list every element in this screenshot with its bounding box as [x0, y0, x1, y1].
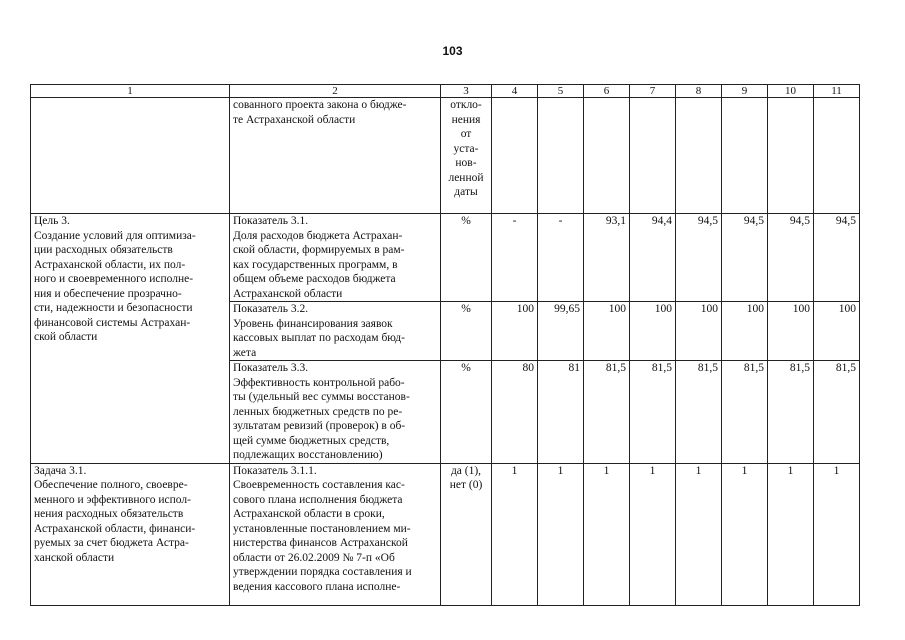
- value-cell: [676, 98, 722, 214]
- value-cell: [814, 98, 860, 214]
- value-cell: 1: [584, 463, 630, 605]
- goal-cell: [31, 98, 230, 214]
- value-cell: 94,5: [768, 214, 814, 302]
- indicator-cell: Показатель 3.2. Уровень финансирования заявок кассовых выплат по расходам бюд- жета: [230, 302, 441, 361]
- task-cell: Задача 3.1. Обеспечение полного, своевре- менного и эффективного испол- нения расходных обязательств Астраханской области, финанси- руемых за счет бюджета Астра- ханской области: [31, 463, 230, 605]
- indicator-cell: Показатель 3.3. Эффективность контрольной рабо- ты (удельный вес суммы восстанов- ленных бюджетных средств по ре- зультатам ревизий (проверок) в об- щей сумме бюджетных средств, подлежащих восстановлению): [230, 361, 441, 464]
- value-cell: 100: [492, 302, 538, 361]
- value-cell: [492, 98, 538, 214]
- unit-cell: %: [441, 361, 492, 464]
- unit-cell: да (1), нет (0): [441, 463, 492, 605]
- value-cell: 100: [676, 302, 722, 361]
- value-cell: 81,5: [768, 361, 814, 464]
- column-number: 1: [31, 85, 230, 98]
- value-cell: 81: [538, 361, 584, 464]
- column-number: 7: [630, 85, 676, 98]
- value-cell: 100: [814, 302, 860, 361]
- value-cell: 1: [768, 463, 814, 605]
- value-cell: 100: [584, 302, 630, 361]
- value-cell: 1: [538, 463, 584, 605]
- column-number: 2: [230, 85, 441, 98]
- value-cell: 94,5: [814, 214, 860, 302]
- value-cell: 94,4: [630, 214, 676, 302]
- column-number: 9: [722, 85, 768, 98]
- column-number: 10: [768, 85, 814, 98]
- value-cell: 80: [492, 361, 538, 464]
- table-row: [31, 463, 860, 605]
- indicator-cell: Показатель 3.1. Доля расходов бюджета Астрахан- ской области, формируемых в рам- ках государственных программ, в общем объеме расходов бюджета Астраханской области: [230, 214, 441, 302]
- value-cell: 94,5: [676, 214, 722, 302]
- value-cell: 100: [722, 302, 768, 361]
- value-cell: [768, 98, 814, 214]
- value-cell: 100: [630, 302, 676, 361]
- value-cell: 81,5: [630, 361, 676, 464]
- column-number: 11: [814, 85, 860, 98]
- value-cell: 1: [814, 463, 860, 605]
- column-number: 8: [676, 85, 722, 98]
- column-number: 4: [492, 85, 538, 98]
- value-cell: -: [538, 214, 584, 302]
- table-row: [31, 98, 860, 214]
- unit-cell: %: [441, 302, 492, 361]
- goal-cell: Цель 3. Создание условий для оптимиза- ции расходных обязательств Астраханской области, их пол- ного и своевременного исполне- ния и обеспечение прозрачно- сти, надежности и безопасности финансовой системы Астрахан- ской области: [31, 214, 230, 464]
- value-cell: 81,5: [722, 361, 768, 464]
- value-cell: 81,5: [814, 361, 860, 464]
- value-cell: [584, 98, 630, 214]
- indicators-table: [30, 84, 860, 606]
- value-cell: 81,5: [676, 361, 722, 464]
- indicator-cell: сованного проекта закона о бюдже- те Астраханской области: [230, 98, 441, 214]
- value-cell: 1: [492, 463, 538, 605]
- indicator-cell: Показатель 3.1.1. Своевременность составления кас- сового плана исполнения бюджета Астраханской области в сроки, установленные постановлением ми- нистерства финансов Астраханской области от 26.02.2009 № 7-п «Об утверждении порядка составления и ведения кассового плана исполне-: [230, 463, 441, 605]
- unit-cell: откло- нения от уста- нов- ленной даты: [441, 98, 492, 214]
- value-cell: 81,5: [584, 361, 630, 464]
- value-cell: -: [492, 214, 538, 302]
- column-number: 6: [584, 85, 630, 98]
- column-number: 3: [441, 85, 492, 98]
- unit-cell: %: [441, 214, 492, 302]
- value-cell: [722, 98, 768, 214]
- page-number: 103: [442, 44, 463, 58]
- value-cell: 1: [722, 463, 768, 605]
- value-cell: 1: [676, 463, 722, 605]
- value-cell: 1: [630, 463, 676, 605]
- value-cell: [630, 98, 676, 214]
- table-row: [31, 214, 860, 302]
- value-cell: 93,1: [584, 214, 630, 302]
- value-cell: 94,5: [722, 214, 768, 302]
- column-number-row: [31, 85, 860, 98]
- value-cell: [538, 98, 584, 214]
- value-cell: 100: [768, 302, 814, 361]
- column-number: 5: [538, 85, 584, 98]
- value-cell: 99,65: [538, 302, 584, 361]
